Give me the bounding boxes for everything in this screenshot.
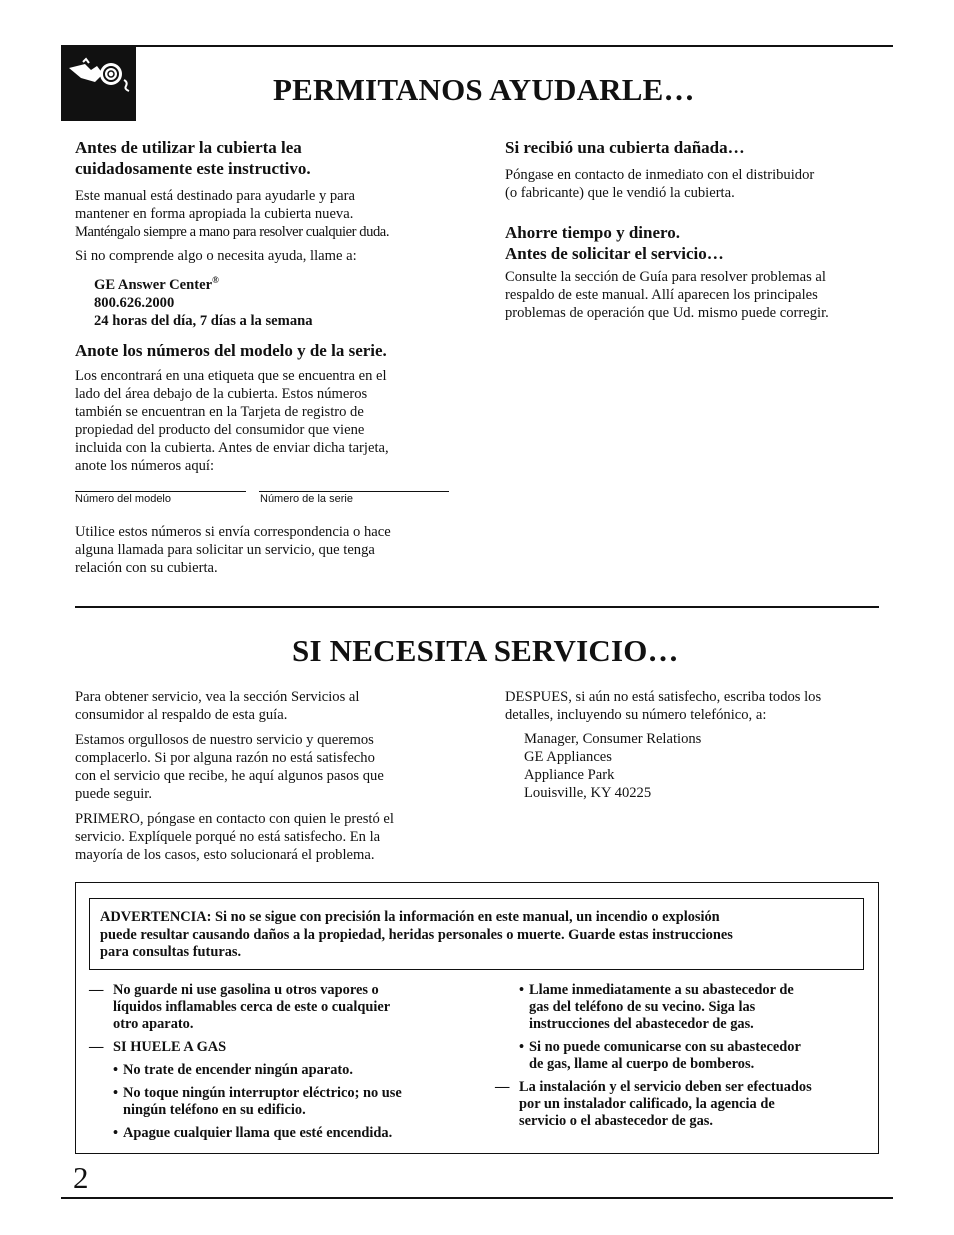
contact-name-line	[94, 271, 455, 294]
dash-marker: —	[495, 1079, 510, 1095]
text-line: DESPUES, si aún no está satisfecho, escriba todos los	[505, 689, 822, 705]
paragraph-primero	[75, 810, 465, 864]
address-line: Manager, Consumer Relations	[524, 731, 702, 747]
warning-right-column	[495, 982, 875, 1136]
contact-hours: 24 horas del día, 7 días a la semana	[94, 312, 313, 329]
address-line: GE Appliances	[524, 749, 612, 765]
section1-right-column	[505, 137, 885, 328]
text-line: de gas, llame al cuerpo de bomberos.	[529, 1056, 755, 1072]
text-line: propiedad del producto del consumidor que viene	[75, 421, 365, 438]
bullet-no-interruptor	[113, 1085, 479, 1119]
logo-box	[61, 46, 136, 121]
paragraph-manual-intro	[75, 187, 455, 241]
paragraph-use-numbers	[75, 523, 465, 577]
paragraph-orgullosos	[75, 731, 465, 803]
bullet-marker: •	[519, 1039, 525, 1055]
text-line: Este manual está destinado para ayudarle y para	[75, 188, 355, 204]
text-line: ningún teléfono en su edificio.	[123, 1102, 306, 1118]
model-number-line[interactable]	[75, 491, 246, 492]
text-line: Estamos orgullosos de nuestro servicio y queremos	[75, 732, 374, 748]
text-line: otro aparato.	[113, 1016, 194, 1032]
text-line: respaldo de este manual. Allí aparecen los principales	[505, 287, 818, 303]
heading-line: Antes de solicitar el servicio…	[505, 244, 724, 263]
text-line: mayoría de los casos, esto solucionará el problema.	[75, 847, 375, 863]
text-line: Para obtener servicio, vea la sección Servicios al	[75, 689, 360, 705]
contact-name: GE Answer Center	[94, 276, 213, 293]
bullet-bomberos	[519, 1039, 875, 1073]
heading-ahorre-tiempo	[505, 222, 885, 264]
gas-sublist-continued	[519, 982, 875, 1073]
gas-sublist	[113, 1062, 479, 1142]
text-line: detalles, incluyendo su número telefónico, a:	[505, 707, 767, 723]
text-line: Apague cualquier llama que esté encendida.	[123, 1125, 393, 1141]
section-title-servicio: SI NECESITA SERVICIO…	[292, 633, 679, 668]
bullet-marker: •	[113, 1125, 119, 1141]
text-line: servicio o el abastecedor de gas.	[519, 1113, 713, 1129]
paragraph-contact-dealer	[505, 166, 885, 202]
text-line: SI HUELE A GAS	[113, 1039, 227, 1055]
text-line: No guarde ni use gasolina u otros vapores o	[113, 982, 379, 998]
paragraph-despues	[505, 688, 890, 724]
heading-line: Ahorre tiempo y dinero.	[505, 223, 681, 242]
text-line: Los encontrará en una etiqueta que se encuentra en el	[75, 367, 387, 384]
text-line: problemas de operación que Ud. mismo puede corregir.	[505, 305, 829, 321]
warning-line: para consultas futuras.	[100, 944, 242, 960]
bullet-no-encender	[113, 1062, 479, 1079]
registered-mark: ®	[212, 275, 219, 285]
heading-cubierta-danada: Si recibió una cubierta dañada…	[505, 138, 745, 157]
warning-line: puede resultar causando daños a la propiedad, heridas personales o muerte. Guarde estas instrucciones	[100, 926, 733, 943]
contact-block	[94, 271, 455, 330]
contact-phone: 800.626.2000	[94, 294, 175, 311]
heading-line: cuidadosamente este instructivo.	[75, 159, 311, 178]
text-line: mantener en forma apropiada la cubierta nueva.	[75, 206, 354, 222]
section1-left-column	[75, 137, 455, 481]
bullet-marker: •	[113, 1062, 119, 1078]
warning-header-box	[89, 898, 864, 970]
text-line: No toque ningún interruptor eléctrico; no use	[123, 1085, 402, 1101]
text-line: instrucciones del abastecedor de gas.	[529, 1016, 754, 1032]
paragraph-obtener-servicio	[75, 688, 465, 724]
text-line: puede seguir.	[75, 786, 153, 802]
page-number: 2	[73, 1160, 89, 1195]
serial-number-label: Número de la serie	[260, 493, 353, 505]
text-line: (o fabricante) que le vendió la cubierta.	[505, 185, 735, 201]
text-line: Consulte la sección de Guía para resolver problemas al	[505, 269, 826, 285]
serial-number-line[interactable]	[259, 491, 449, 492]
text-line: también se encuentran en la Tarjeta de registro de	[75, 403, 364, 420]
text-line: lado del área debajo de la cubierta. Estos números	[75, 385, 368, 402]
text-line: incluida con la cubierta. Antes de enviar dicha tarjeta,	[75, 439, 389, 456]
text-line: Póngase en contacto de inmediato con el distribuidor	[505, 167, 815, 183]
text-line: relación con su cubierta.	[75, 560, 218, 576]
bullet-llame-abastecedor	[519, 982, 875, 1033]
text-line: Manténgalo siempre a mano para resolver cualquier duda.	[75, 224, 390, 240]
heading-anote-numeros: Anote los números del modelo y de la serie.	[75, 340, 387, 360]
mailing-address	[524, 730, 890, 802]
text-line: servicio. Explíquele porqué no está satisfecho. En la	[75, 829, 381, 845]
text-line: complacerlo. Si por alguna razón no está satisfecho	[75, 750, 375, 766]
text-line: por un instalador calificado, la agencia de	[519, 1096, 775, 1112]
top-rule	[61, 45, 893, 47]
bottom-rule	[61, 1197, 893, 1199]
address-line: Louisville, KY 40225	[524, 785, 652, 801]
paragraph-troubleshooting	[505, 268, 885, 322]
dash-marker: —	[89, 982, 104, 998]
paragraph-numeros-location	[75, 367, 455, 475]
section2-left-column	[75, 688, 465, 870]
ge-flame-hand-icon	[61, 46, 136, 121]
text-line: Si no puede comunicarse con su abastecedor	[529, 1039, 801, 1055]
warning-line: ADVERTENCIA: Si no se sigue con precisión la información en este manual, un incendio o explosión	[100, 909, 720, 925]
paragraph-call-us: Si no comprende algo o necesita ayuda, llame a:	[75, 248, 357, 264]
text-line: alguna llamada para solicitar un servicio, que tenga	[75, 542, 375, 558]
section-divider	[75, 606, 879, 608]
dash-marker: —	[89, 1039, 104, 1055]
text-line: Utilice estos números si envía correspondencia o hace	[75, 524, 391, 540]
text-line: PRIMERO, póngase en contacto con quien le prestó el	[75, 811, 394, 827]
heading-line: Antes de utilizar la cubierta lea	[75, 138, 302, 157]
warning-item-instalacion	[495, 1079, 875, 1130]
text-line: La instalación y el servicio deben ser efectuados	[519, 1079, 812, 1095]
warning-item-no-gasolina	[89, 982, 479, 1033]
bullet-apague-llama	[113, 1125, 479, 1142]
warning-item-si-huele-gas	[89, 1039, 479, 1056]
warning-left-column	[89, 982, 479, 1148]
text-line: con el servicio que recibe, he aquí algunos pasos que	[75, 768, 384, 784]
text-line: consumidor al respaldo de esta guía.	[75, 707, 288, 723]
address-line: Appliance Park	[524, 767, 615, 783]
bullet-marker: •	[519, 982, 525, 998]
section-title-ayudarle: PERMITANOS AYUDARLE…	[273, 72, 695, 107]
section2-right-column	[505, 688, 890, 808]
heading-antes-de-utilizar	[75, 137, 455, 179]
model-number-label: Número del modelo	[75, 493, 171, 505]
text-line: No trate de encender ningún aparato.	[123, 1062, 353, 1078]
text-line: líquidos inflamables cerca de este o cualquier	[113, 999, 391, 1015]
text-line: anote los números aquí:	[75, 457, 215, 474]
bullet-marker: •	[113, 1085, 119, 1101]
text-line: gas del teléfono de su vecino. Siga las	[529, 999, 756, 1015]
text-line: Llame inmediatamente a su abastecedor de	[529, 982, 794, 998]
